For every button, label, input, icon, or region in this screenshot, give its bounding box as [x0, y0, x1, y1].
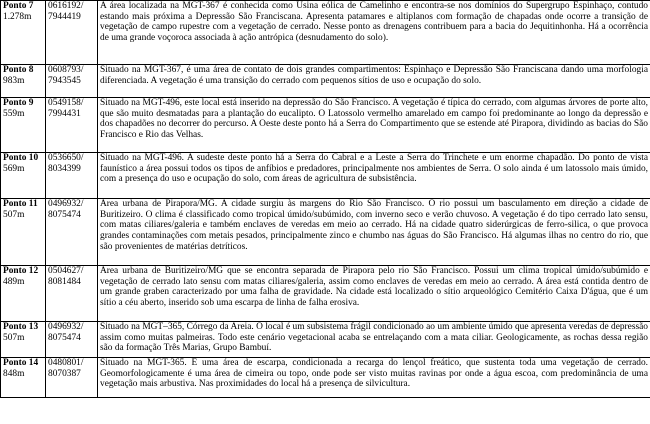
table-row — [1, 199, 650, 266]
altitude-value: 848m — [3, 368, 25, 379]
description-cell: Situado na MGT–365, Córrego da Areia. O local é um subsistema frágil condicionado ao um ambiente úmido que apresenta veredas de depressão assim como muitas palmeiras. Todo este cenário vegetacional acaba se entrelaçando com a mata ciliar. Geologicamente, as rochas dessa região são da formação Três Marias, Grupo Bambuí. — [98, 322, 650, 358]
coordinate-cell — [46, 358, 98, 398]
table-row — [1, 65, 650, 98]
ponto-label: Ponto 14 — [3, 358, 39, 368]
ponto-label: Ponto 12 — [3, 266, 39, 276]
description-cell: Situado na MGT-365. É uma área de escarpa, condicionada a recarga do lençol freático, que sustenta toda uma vegetação de cerrado. Geomorfologicamente é uma área de cimeira ou topo, onde pode ser visto muitas ravinas por onde a água escoa, com predominância de uma vegetação mais arbustiva. Nas proximidades do local há a presença de silvicultura. — [98, 358, 650, 398]
ponto-cell — [1, 65, 46, 98]
table-row — [1, 1, 650, 65]
coordinate-cell — [46, 266, 98, 322]
altitude-value: 1.278m — [3, 11, 32, 22]
coordinate-northing: 8070387 — [48, 368, 81, 379]
coordinate-easting: 0616192/ — [48, 1, 84, 11]
coordinate-easting: 0496932/ — [48, 199, 84, 209]
ponto-label: Ponto 10 — [3, 153, 39, 163]
ponto-label: Ponto 9 — [3, 98, 34, 108]
table-row — [1, 98, 650, 153]
coordinate-easting: 0480801/ — [48, 358, 84, 368]
coordinate-northing: 8075474 — [48, 209, 81, 220]
ponto-label: Ponto 7 — [3, 1, 34, 11]
coordinate-cell — [46, 98, 98, 153]
description-cell: Situado na MGT-496. A sudeste deste ponto há a Serra do Cabral e a Leste a Serra do Trinchete e um enorme chapadão. Do ponto de vista faunístico a área possui todos os tipos de anfíbios e predadores, principalmente nos ambientes de Serra. O solo ainda é um latossolo mais úmido, com a presença do uso e ocupação do solo, com áreas de agricultura de subsistência. — [98, 153, 650, 199]
altitude-value: 507m — [3, 332, 25, 343]
ponto-cell — [1, 1, 46, 65]
description-cell: Área urbana de Pirapora/MG. A cidade surgiu às margens do Rio São Francisco. O rio possui um basculamento em direção a cidade de Buritizeiro. O clima é classificado como tropical úmido/subúmido, com inverno seco e verão chuvoso. A vegetação é do tipo cerrado lato sensu, com matas ciliares/galeria e também enclaves de veredas em meio ao cerrado. Há na cidade quatro siderúrgicas de ferro-silica, o que provoca grandes contaminações com metais pesados, principalmente zinco e chumbo nas águas do São Francisco. Há algumas ilhas no centro do rio, que são provenientes de matérias detríticos. — [98, 199, 650, 266]
table-row — [1, 358, 650, 398]
coordinate-easting: 0549158/ — [48, 98, 84, 108]
altitude-value: 559m — [3, 108, 25, 119]
ponto-cell — [1, 199, 46, 266]
coordinate-northing: 7994431 — [48, 108, 81, 119]
ponto-cell — [1, 98, 46, 153]
description-cell: Situado na MGT-367, é uma área de contato de dois grandes compartimentos: Espinhaço e Depressão São Franciscana dando uma morfologia diferenciada. A vegetação é uma transição do cerrado com pequenos sítios de uso e ocupação do solo. — [98, 65, 650, 98]
ponto-label: Ponto 8 — [3, 65, 34, 75]
coordinate-northing: 7944419 — [48, 11, 81, 22]
ponto-cell — [1, 322, 46, 358]
coordinate-northing: 8075474 — [48, 332, 81, 343]
altitude-value: 983m — [3, 75, 25, 86]
table-row — [1, 153, 650, 199]
ponto-cell — [1, 266, 46, 322]
coordinate-cell — [46, 65, 98, 98]
ponto-cell — [1, 153, 46, 199]
altitude-value: 489m — [3, 276, 25, 287]
coordinate-easting: 0504627/ — [48, 266, 84, 276]
altitude-value: 507m — [3, 209, 25, 220]
coordinate-cell — [46, 1, 98, 65]
coordinate-cell — [46, 322, 98, 358]
coordinate-northing: 8034399 — [48, 163, 81, 174]
table-row — [1, 322, 650, 358]
description-cell: Área urbana de Buritizeiro/MG que se encontra separada de Pirapora pelo rio São Francisco. Possui um clima tropical úmido/subúmido e vegetação de cerrado lato sensu com matas ciliares/galeria, assim como enclaves de veredas em meio ao cerrado. A área está contida dentro de um grande graben caracterizado por uma falha de gravidade. Na cidade está localizado o sítio arqueológico Cemitério Caixa D'água, que é um sítio a céu aberto, inserido sob uma escarpa de linha de falha erosiva. — [98, 266, 650, 322]
ponto-cell — [1, 358, 46, 398]
ponto-label: Ponto 11 — [3, 199, 38, 209]
description-cell: Situado na MGT-496, este local está inserido na depressão do São Francisco. A vegetação é típica do cerrado, com algumas árvores de porte alto, que são muito desmatadas para a plantação do eucalipto. O Latossolo vermelho amarelado em campo foi predominante ao longo da depressão e dos chapadões no decorrer do percurso. A Oeste deste ponto há a Serra do Compartimento que se estende até Pirapora, dividindo as bacias do São Francisco e Rio das Velhas. — [98, 98, 650, 153]
altitude-value: 569m — [3, 163, 25, 174]
coordinate-easting: 0608793/ — [48, 65, 84, 75]
table-row — [1, 266, 650, 322]
coordinate-northing: 8081484 — [48, 276, 81, 287]
coordinate-northing: 7943545 — [48, 75, 81, 86]
coordinate-easting: 0536650/ — [48, 153, 84, 163]
coordinate-cell — [46, 153, 98, 199]
coordinate-easting: 0496932/ — [48, 322, 84, 332]
description-cell: A área localizada na MGT-367 é conhecida como Usina eólica de Camelinho e encontra-se nos domínios do Supergrupo Espinhaço, contudo estando mais próxima a Depressão São Franciscana. Apresenta patamares e altiplanos com formação de chapadas onde ocorre a transição de vegetação de campo rupestre com a vegetação de cerrado. Nesse ponto as drenagens contribuem para a bacia do Jequitinhonha. Há a ocorrência de uma grande voçoroca associada à ação antrópica (desnudamento do solo). — [98, 1, 650, 65]
coordinate-cell — [46, 199, 98, 266]
ponto-label: Ponto 13 — [3, 322, 39, 332]
